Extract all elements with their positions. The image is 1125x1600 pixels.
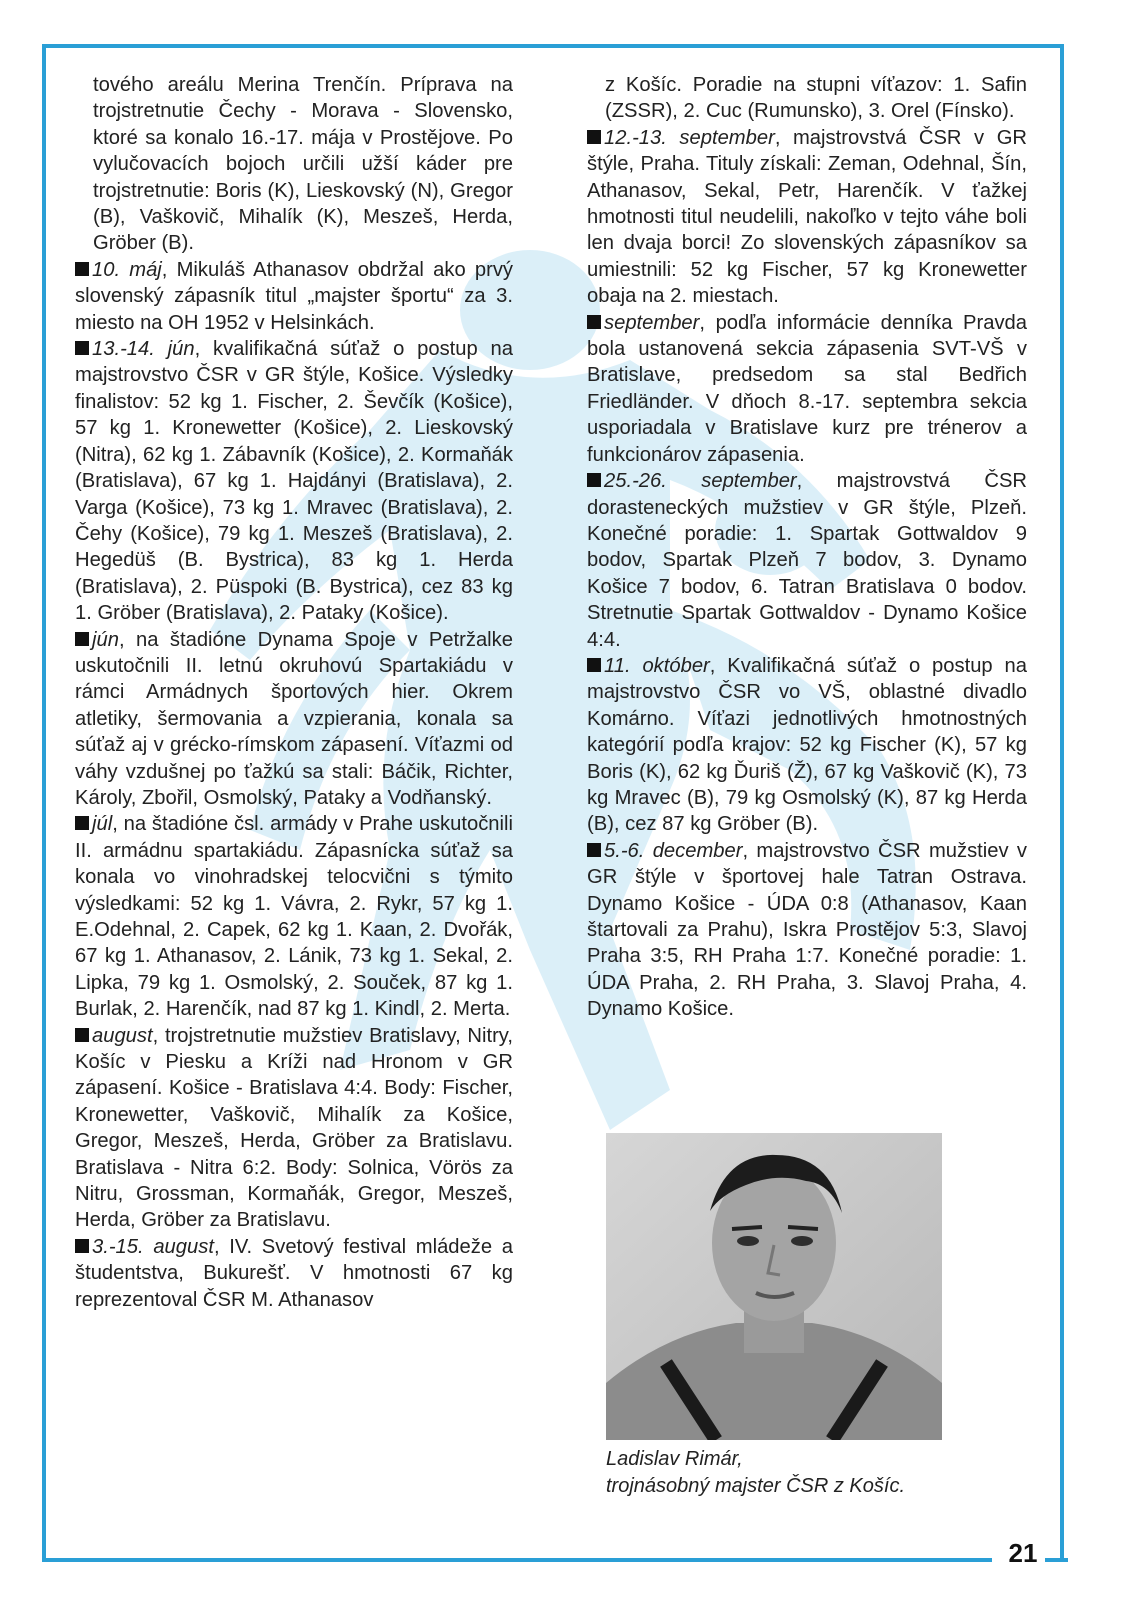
left-intro-paragraph: tového areálu Merina Trenčín. Príprava na trojstretnutie Čechy - Morava - Slovensko, ktoré sa konalo 16.-17. mája v Prostějove. Po vylučovacích bojoch určili užší káder pre trojstretnutie: Boris (K), Lieskovský (N), Gregor (B), Vaškovič, Mihalík (K), Meszeš, Herda, Gröber (B).: [93, 74, 513, 255]
photo-caption: [606, 1446, 905, 1500]
photo-caption-description: trojnásobný majster ČSR z Košíc.: [606, 1475, 905, 1497]
chronology-entry: [75, 811, 513, 1022]
chronology-entry: [587, 125, 1027, 310]
entry-date: jún: [92, 628, 119, 651]
chronology-entry: [587, 653, 1027, 838]
right-intro-paragraph: z Košíc. Poradie na stupni víťazov: 1. Safin (ZSSR), 2. Cuc (Rumunsko), 3. Orel (Fínsko).: [605, 74, 1027, 123]
chronology-entry: [587, 838, 1027, 1023]
square-bullet-icon: [75, 632, 89, 646]
portrait-photo: [606, 1133, 942, 1440]
square-bullet-icon: [587, 658, 601, 672]
square-bullet-icon: [75, 262, 89, 276]
chronology-entry: [75, 257, 513, 336]
entry-date: 13.-14. jún: [92, 338, 195, 361]
entry-text: , na štadióne Dynama Spoje v Petržalke uskutočnili II. letnú okruhovú Spartakiádu v rámci Armádnych športových hier. Okrem atletiky, šermovania a vzpierania, konala sa súťaž aj v grécko-rímskom zápasení. Víťazmi od váhy vzdušnej po ťažkú sa stali: Báčik, Richter, Károly, Zbořil, Osmolský, Pataky a Vodňanský.: [75, 628, 513, 809]
entry-text: , Mikuláš Athanasov obdržal ako prvý slovenský zápasník titul „majster športu“ za 3. miesto na OH 1952 v Helsinkách.: [75, 258, 514, 334]
chronology-entry: [587, 310, 1027, 468]
photo-caption-name: Ladislav Rimár,: [606, 1448, 743, 1470]
square-bullet-icon: [587, 843, 601, 857]
entry-text: , majstrovstvá ČSR v GR štýle, Praha. Tituly získali: Zeman, Odehnal, Šín, Athanasov, Sekal, Petr, Harenčík. V ťažkej hmotnosti titul neudelili, nakoľko v tejto váhe boli len dvaja borci! Zo slovenských zápasníkov sa umiestnili: 52 kg Fischer, 57 kg Kronewetter obaja na 2. miestach.: [587, 126, 1028, 308]
square-bullet-icon: [75, 816, 89, 830]
entry-text: , trojstretnutie mužstiev Bratislavy, Nitry, Košíc v Piesku a Kríži nad Hronom v GR zápasení. Košice - Bratislava 4:4. Body: Fischer, Kronewetter, Vaškovič, Mihalík za Košice, Gregor, Meszeš, Herda, Gröber za Bratislavu. Bratislava - Nitra 6:2. Body: Solnica, Vörös za Nitru, Grossman, Kormaňák, Gregor, Meszeš, Herda, Gröber za Bratislavu.: [75, 1024, 513, 1232]
entry-date: júl: [92, 813, 113, 836]
square-bullet-icon: [75, 1239, 89, 1253]
entry-date: 10. máj: [92, 258, 162, 281]
square-bullet-icon: [75, 1028, 89, 1042]
entry-text: , kvalifikačná súťaž o postup na majstrovstvo ČSR v GR štýle, Košice. Výsledky finalistov: 52 kg 1. Fischer, 2. Ševčík (Košice), 57 kg 1. Kronewetter (Košice), 2. Lieskovský (Nitra), 62 kg 1. Zábavník (Košice), 2. Kormaňák (Bratislava), 67 kg 1. Hajdányi (Bratislava), 2. Varga (Košice), 73 kg 1. Mravec (Bratislava), 2. Čehy (Košice), 79 kg 1. Meszeš (Bratislava), 2. Hegedüš (B. Bystrica), 83 kg 1. Herda (Bratislava), 2. Püspoki (B. Bystrica), cez 83 kg 1. Gröber (Bratislava), 2. Pataky (Košice).: [75, 338, 513, 625]
square-bullet-icon: [75, 341, 89, 355]
entry-date: 12.-13. september: [604, 126, 775, 149]
chronology-entry: [75, 627, 513, 812]
entry-text: , majstrovstvá ČSR dorasteneckých mužstiev v GR štýle, Plzeň. Konečné poradie: 1. Spartak Gottwaldov 9 bodov, Spartak Plzeň 7 bodov, 3. Dynamo Košice 7 bodov, 6. Tatran Bratislava 0 bodov. Stretnutie Spartak Gottwaldov - Dynamo Košice 4:4.: [587, 470, 1027, 651]
chronology-entry: [75, 336, 513, 626]
page-number: 21: [1008, 1538, 1038, 1568]
page-footer-rule-end: [1045, 1558, 1068, 1562]
entry-text: , na štadióne čsl. armády v Prahe uskutočnili II. armádnu spartakiádu. Zápasnícka súťaž sa konala vo vinohradskej telocvični s týmito výsledkami: 52 kg 1. Vávra, 2. Rykr, 57 kg 1. E.Odehnal, 2. Capek, 62 kg 1. Kaan, 2. Dvořák, 67 kg 1. Athanasov, 2. Lánik, 73 kg 1. Sekal, 2. Lipka, 79 kg 1. Osmolský, 2. Souček, 87 kg 1. Burlak, 2. Harenčík, nad 87 kg 1. Kindl, 2. Merta.: [75, 813, 513, 1021]
page-footer-rule: [42, 1558, 992, 1562]
entry-date: 11. október: [604, 654, 710, 677]
square-bullet-icon: [587, 315, 601, 329]
square-bullet-icon: [587, 473, 601, 487]
entry-date: august: [92, 1024, 153, 1047]
entry-date: september: [604, 311, 700, 334]
right-column: [587, 72, 1028, 1023]
left-column: [75, 72, 514, 1313]
chronology-entry: [75, 1023, 513, 1234]
chronology-entry: [587, 468, 1027, 653]
entry-date: 25.-26. september: [604, 470, 797, 493]
entry-text: , IV. Svetový festival mládeže a študentstva, Bukurešť. V hmotnosti 67 kg reprezentoval ČSR M. Athanasov: [75, 1235, 514, 1311]
portrait-image: [606, 1133, 942, 1440]
entry-text: , Kvalifikačná súťaž o postup na majstrovstvo ČSR vo VŠ, oblastné divadlo Komárno. Víťazi jednotlivých hmotnostných kategórií podľa krajov: 52 kg Fischer (K), 57 kg Boris (K), 62 kg Ďuriš (Ž), 67 kg Vaškovič (K), 73 kg Mravec (B), 79 kg Osmolský (K), 87 kg Herda (B), cez 87 kg Gröber (B).: [587, 654, 1027, 836]
square-bullet-icon: [587, 130, 601, 144]
entry-date: 5.-6. december: [604, 839, 743, 862]
chronology-entry: [75, 1234, 513, 1313]
entry-text: , majstrovstvo ČSR mužstiev v GR štýle v športovej hale Tatran Ostrava. Dynamo Košice - ÚDA 0:8 (Athanasov, Kaan štartovali za Prahu), Iskra Prostějov 5:3, Slavoj Praha 3:5, RH Praha 1:7. Konečné poradie: 1. ÚDA Praha, 2. RH Praha, 3. Slavoj Praha, 4. Dynamo Košice.: [587, 839, 1027, 1021]
entry-date: 3.-15. august: [92, 1235, 214, 1258]
entry-text: , podľa informácie denníka Pravda bola ustanovená sekcia zápasenia SVT-VŠ v Bratislave, predsedom sa stal Bedřich Friedländer. V dňoch 8.-17. septembra sekcia usporiadala v Bratislave kurz pre trénerov a funkcionárov zápasenia.: [587, 311, 1027, 466]
